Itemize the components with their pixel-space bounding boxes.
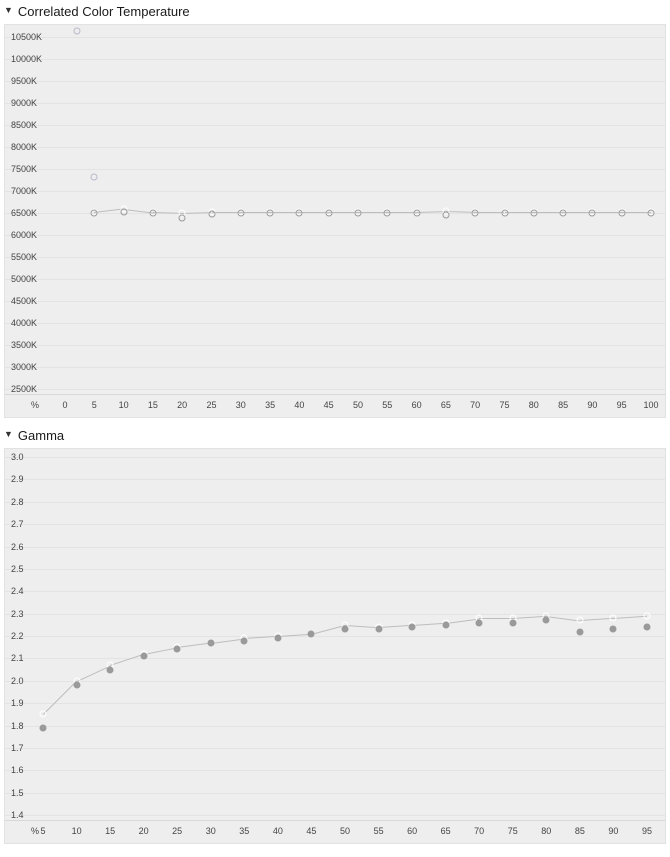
panel-correlated-color-temperature [0, 0, 670, 418]
data-point [107, 666, 114, 673]
y-axis-tick-label: 6000K [11, 230, 38, 240]
gridline [5, 703, 665, 704]
data-point [149, 210, 156, 217]
series-line-segment [412, 623, 446, 626]
x-axis-tick-label: 20 [138, 826, 149, 836]
data-point [267, 210, 274, 217]
y-axis-tick-label: 5500K [11, 252, 38, 262]
gridline [5, 37, 665, 38]
series-line-segment [77, 665, 111, 682]
x-axis-tick-label: 90 [587, 400, 598, 410]
gridline [5, 726, 665, 727]
data-point [274, 635, 281, 642]
x-axis-tick-label: 95 [616, 400, 627, 410]
data-point [476, 619, 483, 626]
x-axis-tick-label: 10 [118, 400, 129, 410]
data-point [342, 626, 349, 633]
data-point [610, 626, 617, 633]
x-axis-tick-label: 70 [470, 400, 481, 410]
gridline [5, 279, 665, 280]
y-axis-tick-label: 8500K [11, 120, 38, 130]
series-line-segment [144, 647, 178, 655]
data-point [120, 209, 127, 216]
gridline [5, 614, 665, 615]
x-axis-tick-label: 35 [265, 400, 276, 410]
series-line-segment [479, 618, 513, 619]
data-point [413, 210, 420, 217]
data-point [40, 724, 47, 731]
data-point [208, 211, 215, 218]
y-axis-tick-label: 2.6 [11, 541, 24, 552]
gridline [5, 457, 665, 458]
data-point [648, 210, 655, 217]
x-axis-tick-label: 70 [474, 826, 485, 836]
x-axis-tick-label: 60 [407, 826, 418, 836]
y-axis-tick-label: 6500K [11, 208, 38, 218]
data-point [442, 621, 449, 628]
x-axis-tick-label: 55 [373, 826, 384, 836]
gridline [5, 815, 665, 816]
gridline [5, 389, 665, 390]
x-axis-tick-label: 65 [440, 826, 451, 836]
gridline [5, 636, 665, 637]
data-point [308, 630, 315, 637]
gridline [5, 748, 665, 749]
series-line-segment [546, 616, 580, 621]
x-axis-tick-label: 25 [172, 826, 183, 836]
y-axis-tick-label: 3.0 [11, 452, 24, 462]
x-axis-tick-label: 45 [306, 826, 317, 836]
x-axis-tick-label: 30 [205, 826, 216, 836]
data-point [91, 210, 98, 217]
data-point [73, 682, 80, 689]
y-axis-tick-label: 1.5 [11, 787, 24, 798]
data-point [644, 624, 651, 631]
panel-title-cct: Correlated Color Temperature [17, 4, 190, 19]
x-axis-tick-label: 45 [323, 400, 334, 410]
gridline [5, 367, 665, 368]
x-axis-tick-label: 60 [411, 400, 422, 410]
chart-gamma [4, 448, 666, 844]
chevron-down-icon[interactable]: ▼ [4, 429, 13, 439]
data-point [325, 210, 332, 217]
y-axis-tick-label: 2.5 [11, 563, 24, 574]
data-point [560, 210, 567, 217]
gridline [5, 147, 665, 148]
gridline [5, 345, 665, 346]
series-line-segment [311, 625, 345, 635]
data-point [73, 27, 80, 34]
y-axis-tick-label: 2.3 [11, 608, 24, 619]
gridline [5, 681, 665, 682]
x-axis-tick-label: 100 [643, 400, 659, 410]
data-point [576, 628, 583, 635]
gridline [5, 81, 665, 82]
x-axis-tick-label: 80 [528, 400, 539, 410]
x-axis-tick-label: 75 [507, 826, 518, 836]
data-point [237, 210, 244, 217]
y-axis-tick-label: 2.4 [11, 586, 24, 597]
series-line-segment [177, 643, 211, 648]
x-axis-tick-label: 85 [558, 400, 569, 410]
panel-header-cct[interactable] [0, 0, 670, 24]
y-axis-tick-label: 5000K [11, 274, 38, 284]
y-axis-tick-label: 2.0 [11, 675, 24, 686]
gridline [5, 770, 665, 771]
gridline [5, 569, 665, 570]
y-axis-tick-label: 7500K [11, 164, 38, 174]
y-axis-tick-label: 8000K [11, 142, 38, 152]
x-axis-tick-label: 75 [499, 400, 510, 410]
data-point [140, 653, 147, 660]
x-axis-tick-label: 0 [62, 400, 68, 410]
data-point [241, 637, 248, 644]
data-point [375, 626, 382, 633]
chevron-down-icon[interactable]: ▼ [4, 5, 13, 15]
x-axis-tick-label: 50 [352, 400, 364, 410]
y-axis-tick-label: 2.2 [11, 631, 24, 641]
y-axis-tick-label: 3000K [11, 362, 38, 372]
x-axis-tick-label: 95 [641, 826, 653, 836]
series-line-segment [43, 681, 77, 715]
x-axis-gamma [5, 820, 665, 843]
data-point [576, 617, 583, 624]
data-point [501, 210, 508, 217]
gridline [5, 793, 665, 794]
y-axis-tick-label: 1.8 [11, 720, 24, 731]
y-axis-tick-label: 2.8 [11, 496, 24, 507]
series-line-segment [110, 654, 144, 666]
y-axis-tick-label: 3500K [11, 340, 38, 350]
plot-area-cct [5, 25, 665, 395]
series-line-segment [446, 618, 480, 623]
panel-title-gamma: Gamma [17, 428, 65, 443]
data-point [530, 210, 537, 217]
x-axis-tick-label: 40 [294, 400, 305, 410]
x-axis-tick-label: 5 [91, 400, 97, 410]
gridline [5, 103, 665, 104]
gridline [5, 524, 665, 525]
x-axis-tick-label: 15 [105, 826, 116, 836]
x-axis-tick-label: 65 [440, 400, 451, 410]
gridline [5, 169, 665, 170]
y-axis-tick-label: 1.4 [11, 810, 24, 820]
y-axis-tick-label: 10500K [11, 32, 43, 42]
data-point [355, 210, 362, 217]
data-point [384, 210, 391, 217]
gridline [5, 301, 665, 302]
series-line-segment [211, 638, 245, 643]
data-point [409, 624, 416, 631]
data-point [618, 210, 625, 217]
data-point [442, 211, 449, 218]
data-point [91, 173, 98, 180]
data-point [296, 210, 303, 217]
y-axis-tick-label: 9500K [11, 76, 38, 86]
gridline [5, 479, 665, 480]
x-axis-tick-label: 80 [541, 826, 552, 836]
x-axis-tick-label: 55 [382, 400, 393, 410]
x-axis-tick-label: 15 [147, 400, 158, 410]
data-point [472, 210, 479, 217]
data-point [174, 646, 181, 653]
x-axis-unit-cct: % [30, 400, 40, 410]
y-axis-tick-label: 1.9 [11, 698, 24, 709]
data-point [644, 612, 651, 619]
x-axis-tick-label: 50 [339, 826, 351, 836]
y-axis-tick-label: 2.9 [11, 474, 24, 485]
gridline [5, 658, 665, 659]
x-axis-tick-label: 35 [239, 826, 250, 836]
series-line-segment [580, 618, 614, 621]
y-axis-tick-label: 4000K [11, 318, 38, 328]
gridline [5, 547, 665, 548]
x-axis-tick-label: 30 [235, 400, 246, 410]
data-point [179, 215, 186, 222]
x-axis-tick-label: 10 [71, 826, 82, 836]
gridline [5, 125, 665, 126]
y-axis-tick-label: 10000K [11, 54, 43, 64]
y-axis-tick-label: 9000K [11, 98, 38, 108]
data-point [40, 711, 47, 718]
y-axis-tick-label: 2.1 [11, 653, 24, 664]
x-axis-unit-gamma: % [30, 826, 40, 836]
gridline [5, 323, 665, 324]
y-axis-tick-label: 1.7 [11, 742, 24, 753]
x-axis-tick-label: 40 [272, 826, 283, 836]
x-axis-tick-label: 25 [206, 400, 217, 410]
gridline [5, 257, 665, 258]
data-point [610, 615, 617, 622]
y-axis-tick-label: 2500K [11, 384, 38, 394]
x-axis-tick-label: 85 [574, 826, 585, 836]
gridline [5, 502, 665, 503]
chart-cct [4, 24, 666, 418]
data-point [589, 210, 596, 217]
x-axis-tick-label: 90 [608, 826, 619, 836]
series-line-segment [613, 616, 647, 619]
y-axis-tick-label: 2.7 [11, 519, 24, 530]
series-line-segment [379, 625, 413, 628]
gridline [5, 591, 665, 592]
x-axis-cct [5, 394, 665, 417]
y-axis-tick-label: 7000K [11, 186, 38, 196]
plot-area-gamma [5, 449, 665, 821]
series-line-segment [345, 625, 379, 628]
x-axis-tick-label: 20 [177, 400, 188, 410]
data-point [509, 619, 516, 626]
data-point [207, 639, 214, 646]
gridline [5, 59, 665, 60]
series-line-segment [513, 616, 547, 619]
gridline [5, 191, 665, 192]
y-axis-tick-label: 1.6 [11, 765, 24, 776]
panel-header-gamma[interactable] [0, 424, 670, 448]
gridline [5, 235, 665, 236]
x-axis-tick-label: 5 [40, 826, 46, 836]
data-point [543, 617, 550, 624]
panel-gamma [0, 424, 670, 844]
y-axis-tick-label: 4500K [11, 296, 38, 306]
